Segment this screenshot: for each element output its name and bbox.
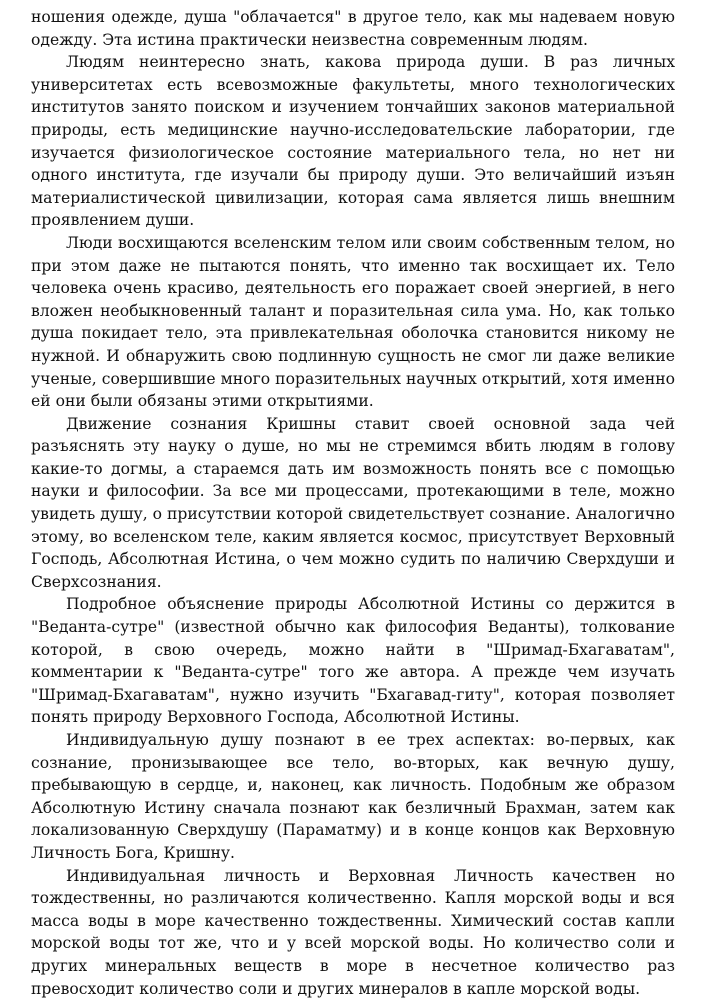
paragraph: Движение сознания Кришны ставит своей основной зада чей разъяснять эту науку о душе, но мы не стремимся вбить людям в голову какие-то догмы, а стараемся дать им возможность понять все с помощью науки и философии. За все ми процессами, протекающими в теле, можно увидеть душу, о присутствии которой свидетельствует сознание. Аналогично этому, во вселенском теле, каким является космос, присутствует Верховный Господь, Абсолютная Истина, о чем можно судить по наличию Сверхдуши и Сверхсознания. <box>31 414 675 591</box>
paragraph: Подробное объяснение природы Абсолютной Истины со держится в "Веданта-сутре" (известной обычно как философия Веданты), толкование которой, в свою очередь, можно найти в "Шримад-Бхагаватам", комментарии к "Веданта-сутре" того же автора. А прежде чем изучать "Шримад-Бхагаватам", нужно изучить "Бхагавад-гиту", которая позволяет понять природу Верховного Господа, Абсолютной Истины. <box>31 595 675 727</box>
paragraph: Индивидуальную душу познают в ее трех аспектах: во-первых, как сознание, пронизывающее все тело, во-вторых, как вечную душу, пребывающую в сердце, и, наконец, как личность. Подобным же образом Абсолютную Истину сначала познают как безличный Брахман, затем как локализованную Сверхдушу (Параматму) и в конце концов как Верховную Личность Бога, Кришну. <box>31 731 675 862</box>
paragraph: Люди восхищаются вселенским телом или своим собственным телом, но при этом даже не пытаются понять, что именно так восхищает их. Тело человека очень красиво, деятельность его поражает своей энергией, в него вложен необыкновенный талант и поразительная сила ума. Но, как только душа покидает тело, эта привлекательная оболочка становится никому не нужной. И обнаружить свою подлинную сущность не смог ли даже великие ученые, совершившие много поразительных научных открытий, хотя именно ей они были обязаны этими открытиями. <box>31 233 675 411</box>
document-page <box>31 6 675 1000</box>
paragraph: Людям неинтересно знать, какова природа души. В раз личных университетах есть всевозможные факультеты, много технологических институтов занято поиском и изучением тончайших законов материальной природы, есть медицинские научно-исследовательские лаборатории, где изучается физиологическое состояние материального тела, но нет ни одного института, где изучали бы природу души. Это величайший изъян материалистической цивилизации, которая сама является лишь внешним проявлением души. <box>31 53 675 230</box>
paragraph: Индивидуальная личность и Верховная Личность качествен но тождественны, но различаются количественно. Капля морской воды и вся масса воды в море качественно тождественны. Химический состав капли морской воды тот же, что и у всей морской воды. Но количество соли и других минеральных веществ в море в несчетное количество раз превосходит количество соли и других минералов в капле морской воды. <box>31 866 675 998</box>
paragraph-continuation: ношения одежде, душа "облачается" в другое тело, как мы надеваем новую одежду. Эта истина практически неизвестна современным людям. <box>31 8 675 49</box>
